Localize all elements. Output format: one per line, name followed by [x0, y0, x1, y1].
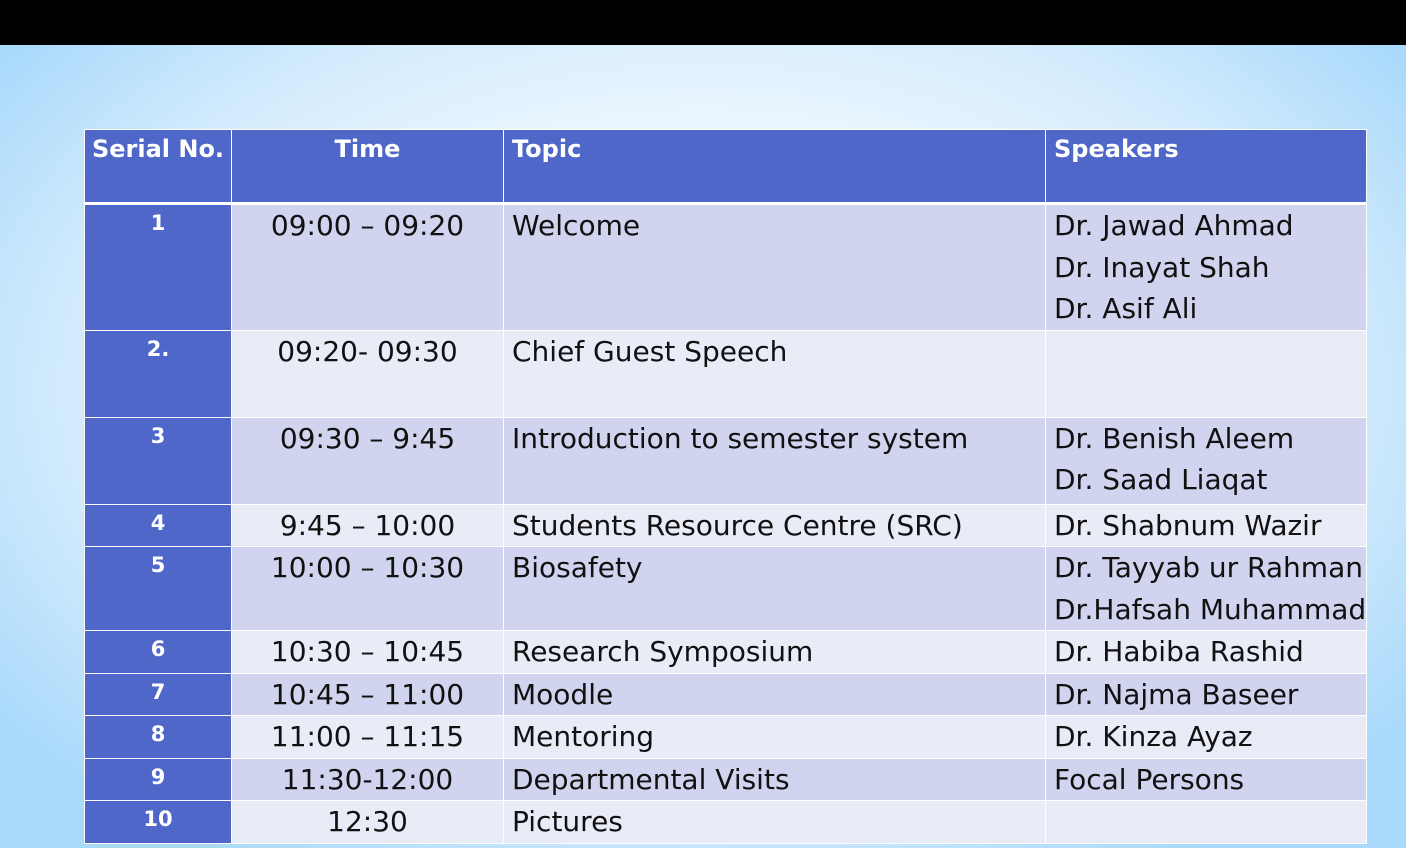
header-time: Time [232, 130, 504, 204]
header-serial: Serial No. [85, 130, 232, 204]
speakers-cell [1046, 330, 1367, 417]
table-row [85, 547, 1367, 631]
speaker-name: Dr. Jawad Ahmad [1054, 209, 1294, 242]
table-row [85, 758, 1367, 801]
time-cell: 09:30 – 9:45 [232, 417, 504, 504]
table-row [85, 801, 1367, 844]
table-row [85, 631, 1367, 674]
topic-cell: Moodle [504, 673, 1046, 716]
topic-cell: Introduction to semester system [504, 417, 1046, 504]
table-row [85, 716, 1367, 759]
speakers-cell [1046, 673, 1367, 716]
time-cell: 10:00 – 10:30 [232, 547, 504, 631]
serial-cell: 4 [85, 504, 232, 547]
speaker-name: Dr. Tayyab ur Rahman [1054, 551, 1363, 584]
serial-cell: 9 [85, 758, 232, 801]
speaker-name: Dr. Inayat Shah [1054, 250, 1270, 284]
serial-cell: 8 [85, 716, 232, 759]
topic-cell: Students Resource Centre (SRC) [504, 504, 1046, 547]
table-row [85, 417, 1367, 504]
serial-cell: 2. [85, 330, 232, 417]
speakers-cell [1046, 801, 1367, 844]
topic-cell: Pictures [504, 801, 1046, 844]
speaker-name: Dr.Hafsah Muhammad [1054, 592, 1367, 626]
time-cell: 09:20- 09:30 [232, 330, 504, 417]
table-row [85, 504, 1367, 547]
table-row [85, 673, 1367, 716]
speaker-name: Dr. Kinza Ayaz [1054, 720, 1253, 753]
serial-cell: 6 [85, 631, 232, 674]
time-cell: 9:45 – 10:00 [232, 504, 504, 547]
time-cell: 11:30-12:00 [232, 758, 504, 801]
table-row [85, 204, 1367, 331]
header-topic: Topic [504, 130, 1046, 204]
serial-cell: 3 [85, 417, 232, 504]
serial-cell: 5 [85, 547, 232, 631]
speakers-cell [1046, 716, 1367, 759]
serial-cell: 1 [85, 204, 232, 331]
speaker-name: Dr. Najma Baseer [1054, 677, 1299, 711]
time-cell: 12:30 [232, 801, 504, 844]
topic-cell: Welcome [504, 204, 1046, 331]
header-row [85, 130, 1367, 204]
topic-cell: Chief Guest Speech [504, 330, 1046, 417]
speaker-name: Focal Persons [1054, 762, 1245, 796]
speaker-name: Dr. Benish Aleem [1054, 421, 1295, 455]
time-cell: 11:00 – 11:15 [232, 716, 504, 759]
speakers-cell [1046, 758, 1367, 801]
topic-cell: Mentoring [504, 716, 1046, 759]
topic-cell: Biosafety [504, 547, 1046, 631]
header-speakers: Speakers [1046, 130, 1367, 204]
time-cell: 10:30 – 10:45 [232, 631, 504, 674]
schedule-table [84, 129, 1367, 844]
table-row [85, 330, 1367, 417]
speakers-cell [1046, 204, 1367, 331]
speaker-name: Dr. Saad Liaqat [1054, 463, 1268, 496]
speaker-name: Dr. Habiba Rashid [1054, 635, 1304, 668]
topic-cell: Research Symposium [504, 631, 1046, 674]
speakers-cell [1046, 547, 1367, 631]
time-cell: 09:00 – 09:20 [232, 204, 504, 331]
speakers-cell [1046, 417, 1367, 504]
serial-cell: 10 [85, 801, 232, 844]
top-black-bar [0, 0, 1406, 45]
speakers-cell [1046, 631, 1367, 674]
serial-cell: 7 [85, 673, 232, 716]
speaker-name: Dr. Asif Ali [1054, 292, 1198, 325]
schedule-body [85, 204, 1367, 844]
speakers-cell [1046, 504, 1367, 547]
time-cell: 10:45 – 11:00 [232, 673, 504, 716]
speaker-name: Dr. Shabnum Wazir [1054, 508, 1322, 542]
topic-cell: Departmental Visits [504, 758, 1046, 801]
